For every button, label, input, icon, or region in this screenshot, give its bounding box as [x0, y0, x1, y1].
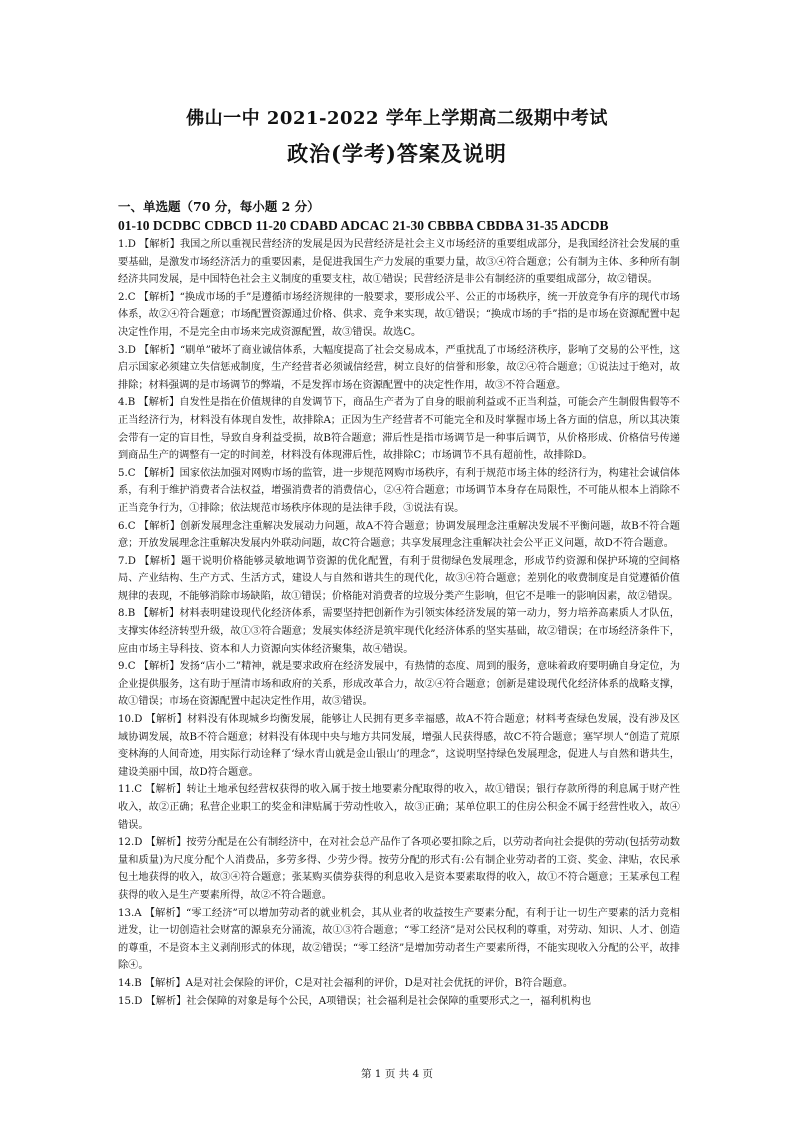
- explanation-item: 13.A 【解析】“零工经济”可以增加劳动者的就业机会，其从业者的收益按生产要素分配，有利于让一切生产要素的活力竞相迸发，让一切创造社会财富的源泉充分涌流，故①③符合题意；“零工经济”是对公民权利的尊重，对劳动、知识、人才、创造的尊重，不是资本主义剥削形式的体现，故②错误；“零工经济”是增加劳动者生产要素所得，不能实现收入分配的公平，故排除④。: [118, 907, 680, 972]
- explanation-item: 12.D 【解析】按劳分配是在公有制经济中，在对社会总产品作了各项必要扣除之后，以劳动者向社会提供的劳动(包括劳动数量和质量)为尺度分配个人消费品，多劳多得、少劳少得。按劳分配的形式有:公有制企业劳动者的工资、奖金、津贴，农民承包土地获得的收入，故③④符合题意；张某购买债券获得的利息收入是资本要素取得的收入，故①不符合题意；王某承包工程获得的收入是生产要素所得，故②不符合题意。: [118, 837, 680, 901]
- explanation-item: 6.C 【解析】创新发展理念注重解决发展动力问题，故A不符合题意；协调发展理念注重解决发展不平衡问题，故B不符合题意；开放发展理念注重解决发展内外联动问题，故C符合题意；共享发展理念注重解决社会公平正义问题，故D不符合题意。: [118, 520, 680, 550]
- explanation-item: 15.D 【解析】社会保障的对象是每个公民，A项错误；社会福利是社会保障的重要形式之一，福利机构也: [118, 995, 592, 1007]
- explanation-item: 5.C 【解析】国家依法加强对网购市场的监管，进一步规范网购市场秩序，有利于规范市场主体的经济行为，构建社会诚信体系，有利于维护消费者合法权益，增强消费者的消费信心，②④符合题意；市场调节本身存在局限性，不可能从根本上消除不正当竞争行为，①排除；依法规范市场秩序体现的是法律手段，③说法有误。: [118, 467, 680, 514]
- explanation-item: 8.B 【解析】材料表明建设现代化经济体系，需要坚持把创新作为引领实体经济发展的第一动力，努力培养高素质人才队伍，支撑实体经济转型升级，故①③符合题意；发展实体经济是筑牢现代化经济体系的坚实基础，故②错误；在市场经济条件下，应由市场主导科技、资本和人力资源向实体经济聚集，故④错误。: [118, 608, 680, 655]
- explanation-item: 10.D 【解析】材料没有体现城乡均衡发展，能够让人民拥有更多幸福感，故A不符合题意；材料考查绿色发展，没有涉及区域协调发展，故B不符合题意；材料没有体现中央与地方共同发展，增强人民获得感，故C不符合题意；塞罕坝人“创造了荒原变林海的人间奇迹，用实际行动诠释了‘绿水青山就是金山银山’的理念”，这说明坚持绿色发展理念，促进人与自然和谐共生，建设美丽中国，故D符合题意。: [118, 714, 680, 778]
- explanation-item: 1.D 【解析】我国之所以重视民营经济的发展是因为民营经济是社会主义市场经济的重要组成部分，是我国经济社会发展的重要基础，是激发市场经济活力的重要因素，是促进我国生产力发展的重要力量，故③④符合题意；公有制为主体、多种所有制经济共同发展，是中国特色社会主义制度的重要支柱，故①错误；民营经济是非公有制经济的重要组成部分，故②错误。: [118, 239, 680, 286]
- section-heading: 一、单选题（70 分，每小题 2 分）: [118, 199, 320, 214]
- explanation-item: 14.B 【解析】A是对社会保险的评价，C是对社会福利的评价，D是对社会优抚的评价，B符合题意。: [118, 977, 574, 989]
- explanation-item: 2.C 【解析】“换成市场的手”是遵循市场经济规律的一般要求，要形成公平、公正的市场秩序，统一开放竞争有序的现代市场体系，故②④符合题意；市场配置资源通过价格、供求、竞争来实现，故①错误；“换成市场的手”指的是市场在资源配置中起决定性作用，不是完全由市场来完成资源配置，故③错误。故选C。: [118, 291, 680, 338]
- explanation-item: 11.C 【解析】转让土地承包经营权获得的收入属于按土地要素分配取得的收入，故①错误；银行存款所得的利息属于财产性收入，故②正确；私营企业职工的奖金和津贴属于劳动性收入，故③正确；某单位职工的住房公积金不属于经营性收入，故④错误。: [118, 784, 680, 831]
- explanation-list: [118, 236, 680, 1010]
- page-footer: 第 1 页 共 4 页: [360, 1068, 434, 1080]
- answer-key: 01-10 DCDBC CDBCD 11-20 CDABD ADCAC 21-30 CBBBA CBDBA 31-35 ADCDB: [118, 218, 609, 233]
- document-title: 佛山一中 2021-2022 学年上学期高二级期中考试: [186, 108, 608, 129]
- document-subtitle: 政治(学考)答案及说明: [287, 141, 507, 166]
- explanation-item: 3.D 【解析】“刷单”破坏了商业诚信体系，大幅度提高了社会交易成本，严重扰乱了市场经济秩序，影响了交易的公平性，这启示国家必须建立失信惩戒制度，生产经营者必须诚信经营，树立良好的信誉和形象，故②④符合题意；①说法过于绝对，故排除；材料强调的是市场调节的弊端，不是发挥市场在资源配置中的决定性作用，故③不符合题意。: [118, 344, 680, 391]
- explanation-item: 9.C 【解析】发扬“店小二”精神，就是要求政府在经济发展中，有热情的态度、周到的服务，意味着政府要明确自身定位，为企业提供服务，这有助于厘清市场和政府的关系，形成改革合力，故②④符合题意；创新是建设现代化经济体系的战略支撑，故①错误；市场在资源配置中起决定性作用，故③错误。: [118, 661, 680, 708]
- explanation-item: 4.B 【解析】自发性是指在价值规律的自发调节下，商品生产者为了自身的眼前利益或不正当利益，可能会产生制假售假等不正当经济行为，材料没有体现自发性，故排除A；正因为生产经营者不可能完全和及时掌握市场上各方面的信息，所以其决策会带有一定的盲目性，导致自身利益受损，故B符合题意；滞后性是指市场调节是一种事后调节，从价格形成、价格信号传递到商品生产的调整有一定的时间差，材料没有体现滞后性，故排除C；市场调节不具有超前性，故排除D。: [118, 397, 680, 462]
- explanation-item: 7.D 【解析】题干说明价格能够灵敏地调节资源的优化配置，有利于贯彻绿色发展理念，形成节约资源和保护环境的空间格局、产业结构、生产方式、生活方式，建设人与自然和谐共生的现代化，故③④符合题意；差别化的收费制度是自觉遵循价值规律的表现，不能够消除市场缺陷，故①错误；价格能对消费者的垃圾分类产生影响，但它不是唯一的影响因素，故②错误。: [118, 555, 680, 602]
